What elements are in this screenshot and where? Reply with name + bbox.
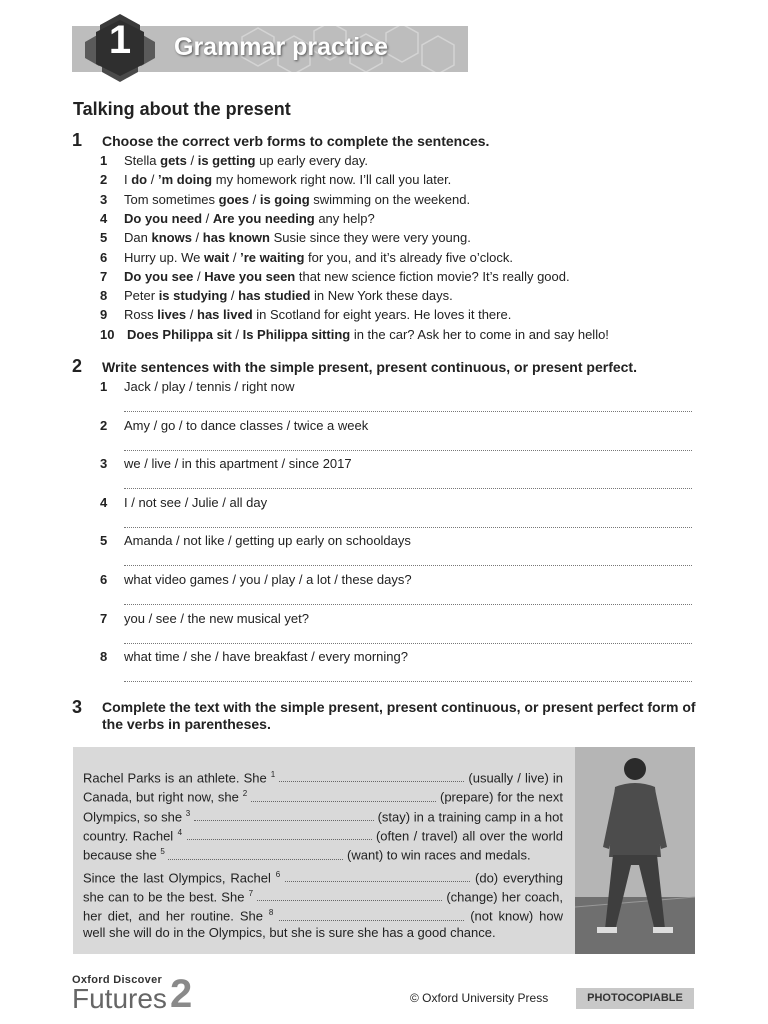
sentence-text: Stella <box>124 153 161 168</box>
gap-number: 6 <box>275 869 281 879</box>
item-number: 7 <box>100 610 108 626</box>
gap-number: 4 <box>177 827 183 837</box>
exercise-2-item <box>100 649 408 664</box>
prompt-text: you / see / the new musical yet? <box>124 610 309 626</box>
exercise-1-item <box>100 172 451 187</box>
copyright: © Oxford University Press <box>410 991 549 1005</box>
gap-number: 5 <box>160 847 165 857</box>
passage-text: (stay) in a training camp in a hot country. Rachel <box>83 808 564 844</box>
exercise-1-item <box>100 153 368 168</box>
gap-number: 1 <box>270 770 276 779</box>
brand-logo <box>72 974 212 1014</box>
verb-option[interactable]: knows <box>151 230 192 246</box>
sentence-text: swimming on the weekend. <box>309 191 471 207</box>
answer-line[interactable] <box>124 450 692 451</box>
passage-text: (often / travel) all over the world because she <box>83 828 563 863</box>
brand-level: 2 <box>170 972 193 1016</box>
sentence-text: / <box>227 288 239 304</box>
passage-paragraph-2 <box>83 867 563 941</box>
answer-line[interactable] <box>124 527 692 528</box>
gap-blank[interactable] <box>279 771 464 782</box>
gap-number: 8 <box>268 908 274 918</box>
verb-option[interactable]: goes <box>218 191 249 207</box>
athlete-image <box>575 747 695 954</box>
verb-option[interactable]: is studying <box>158 288 228 304</box>
passage-paragraph-1 <box>83 767 563 864</box>
exercise-2-item <box>100 418 368 433</box>
passage-text: (not know) how well she will do in the Olympics, but she is sure she has a good chance. <box>83 908 563 940</box>
exercise-3-number: 3 <box>72 697 83 717</box>
item-number: 1 <box>100 379 108 394</box>
exercise-1-item <box>100 327 609 342</box>
exercise-2-item <box>100 572 412 587</box>
verb-option[interactable]: lives <box>157 307 187 323</box>
gap-blank[interactable] <box>187 829 372 840</box>
unit-badge <box>78 12 162 88</box>
exercise-2-item <box>100 495 267 510</box>
sentence-text: / <box>186 307 197 323</box>
passage-text: Since the last Olympics, Rachel <box>83 869 276 885</box>
item-number: 4 <box>100 494 108 510</box>
answer-line[interactable] <box>124 411 692 412</box>
exercise-2-item <box>100 611 309 626</box>
answer-line[interactable] <box>124 681 692 682</box>
sentence-text: Dan <box>124 230 152 246</box>
prompt-text: what video games / you / play / a lot / these days? <box>124 572 412 587</box>
sentence-text: for you, and it’s already five o’clock. <box>304 249 513 265</box>
prompt-text: Amanda / not like / getting up early on schooldays <box>124 533 411 549</box>
photocopiable-badge: PHOTOCOPIABLE <box>576 988 694 1009</box>
gap-blank[interactable] <box>168 849 343 860</box>
verb-option[interactable]: Is Philippa sitting <box>242 326 351 342</box>
sentence-text: in Scotland for eight years. He loves it there. <box>252 307 512 323</box>
passage <box>83 767 563 944</box>
exercise-1-item <box>100 307 511 322</box>
answer-line[interactable] <box>124 604 692 605</box>
sentence-text: Tom sometimes <box>124 191 219 207</box>
sentence-text: Susie since they were very young. <box>269 230 471 246</box>
sentence-text: / <box>191 230 203 246</box>
passage-text: (want) to win races and medals. <box>343 847 531 863</box>
item-number: 8 <box>100 288 108 304</box>
sentence-text: any help? <box>314 210 375 226</box>
exercise-2-item <box>100 533 411 548</box>
item-number: 5 <box>100 230 108 246</box>
verb-option[interactable]: is getting <box>197 153 256 168</box>
exercise-2-item <box>100 379 295 394</box>
brand-title: Futures <box>72 983 167 1014</box>
verb-option[interactable]: wait <box>203 249 230 265</box>
exercise-1-item <box>100 269 570 284</box>
answer-line[interactable] <box>124 643 692 644</box>
verb-option[interactable]: do <box>131 172 148 188</box>
sentence-text: in the car? Ask her to come in and say hello! <box>350 326 609 342</box>
reading-text-box <box>73 747 695 954</box>
sentence-text: in New York these days. <box>310 288 453 304</box>
exercise-1-item <box>100 230 471 245</box>
answer-line[interactable] <box>124 565 692 566</box>
verb-option[interactable]: gets <box>160 153 187 168</box>
sentence-text: my homework right now. I’ll call you later. <box>212 172 452 188</box>
sentence-text: Hurry up. We <box>124 249 204 265</box>
item-number: 8 <box>100 649 108 665</box>
verb-option[interactable]: Are you needing <box>212 210 315 226</box>
item-number: 3 <box>100 191 108 207</box>
item-number: 2 <box>100 417 108 433</box>
prompt-text: Amy / go / to dance classes / twice a week <box>124 417 369 433</box>
exercise-1-item <box>100 192 470 207</box>
verb-option[interactable]: is going <box>259 191 310 207</box>
gap-number: 2 <box>242 789 248 799</box>
gap-blank[interactable] <box>285 871 470 882</box>
sentence-text: / <box>202 210 213 226</box>
item-number: 6 <box>100 249 108 265</box>
gap-blank[interactable] <box>257 890 442 901</box>
verb-option[interactable]: Do you need <box>124 210 203 226</box>
gap-number: 7 <box>248 888 254 898</box>
athlete-photo <box>575 747 695 954</box>
sentence-text: / <box>147 172 158 188</box>
passage-text: (prepare) for the next Olympics, so she <box>83 789 563 824</box>
item-number: 2 <box>100 172 108 188</box>
exercise-1-instruction: Choose the correct verb forms to complete the sentences. <box>102 133 490 149</box>
prompt-text: Jack / play / tennis / right now <box>124 379 295 394</box>
sentence-text: I <box>124 172 132 188</box>
item-number: 5 <box>100 533 108 549</box>
item-number: 3 <box>100 456 108 472</box>
exercise-1-item <box>100 288 453 303</box>
sentence-text: / <box>186 153 198 168</box>
passage-text: (do) everything she can to be the best. She <box>83 869 563 905</box>
verb-option[interactable]: ’re waiting <box>240 249 305 265</box>
item-number: 9 <box>100 307 108 323</box>
prompt-text: what time / she / have breakfast / every morning? <box>124 649 408 665</box>
gap-blank[interactable] <box>279 910 464 921</box>
item-number: 10 <box>100 326 115 342</box>
verb-option[interactable]: ’m doing <box>157 172 213 188</box>
sentence-text: / <box>193 268 205 284</box>
unit-title: Grammar practice <box>174 33 389 61</box>
passage-text: (change) her coach, her diet, and her routine. She <box>83 889 564 924</box>
section-title: Talking about the present <box>73 99 291 119</box>
unit-number: 1 <box>108 18 132 62</box>
sentence-text: up early every day. <box>255 153 368 168</box>
gap-number: 3 <box>185 808 191 818</box>
item-number: 1 <box>100 153 108 168</box>
exercise-1-item <box>100 250 513 265</box>
sentence-text: Ross <box>124 307 158 323</box>
sentence-text: / <box>248 191 260 207</box>
exercise-2-instruction: Write sentences with the simple present, present continuous, or present perfect. <box>102 359 637 375</box>
exercise-1-item <box>100 211 375 226</box>
sentence-text: / <box>231 326 243 342</box>
brand-series: Oxford Discover <box>72 974 163 986</box>
sentence-text: / <box>229 249 241 265</box>
verb-option[interactable]: Have you seen <box>204 268 296 284</box>
passage-text: (usually / live) in Canada, but right now, she <box>83 770 563 805</box>
item-number: 7 <box>100 268 108 284</box>
sentence-text: Peter <box>124 288 159 304</box>
exercise-2-item <box>100 456 352 471</box>
verb-option[interactable]: Does Philippa sit <box>127 326 232 342</box>
gap-blank[interactable] <box>251 791 436 802</box>
exercise-1-number: 1 <box>72 130 83 150</box>
passage-text: Rachel Parks is an athlete. She <box>83 770 271 786</box>
prompt-text: I / not see / Julie / all day <box>124 494 268 510</box>
exercise-2-number: 2 <box>72 356 83 376</box>
item-number: 4 <box>100 210 108 226</box>
verb-option[interactable]: has studied <box>238 288 311 304</box>
verb-option[interactable]: has known <box>202 230 270 246</box>
answer-line[interactable] <box>124 488 692 489</box>
item-number: 6 <box>100 572 108 587</box>
verb-option[interactable]: Do you see <box>124 268 194 284</box>
verb-option[interactable]: has lived <box>197 307 253 323</box>
sentence-text: that new science fiction movie? It’s really good. <box>295 268 570 284</box>
gap-blank[interactable] <box>194 810 374 821</box>
prompt-text: we / live / in this apartment / since 2017 <box>124 456 352 472</box>
exercise-3-instruction: Complete the text with the simple present, present continuous, or present perfect form of the verbs in parentheses. <box>102 699 696 732</box>
